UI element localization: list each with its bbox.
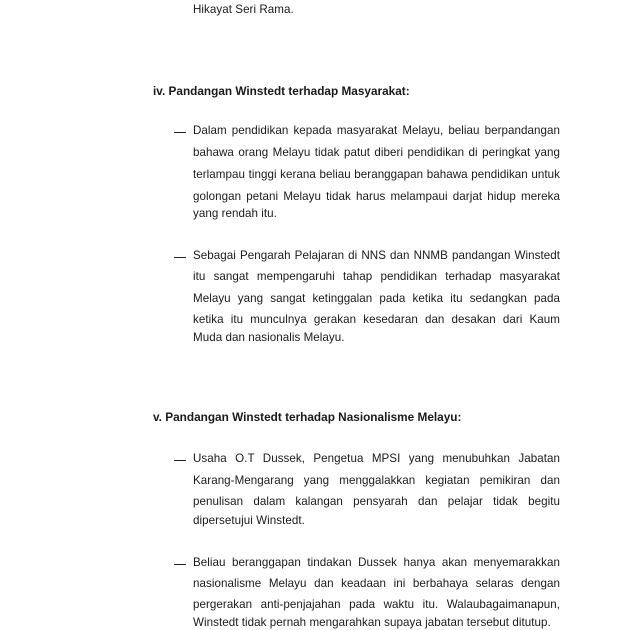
- paragraph-line: golongan petani Melayu tidak harus melampaui darjat hidup mereka: [193, 190, 560, 203]
- paragraph-line: Karang-Mengarang yang menggalakkan kegiatan pemikiran dan: [193, 474, 560, 487]
- paragraph-line: Usaha O.T Dussek, Pengetua MPSI yang menubuhkan Jabatan: [193, 452, 560, 465]
- section-iv-heading: iv. Pandangan Winstedt terhadap Masyarakat:: [153, 84, 410, 98]
- paragraph-line: Beliau beranggapan tindakan Dussek hanya akan menyemarakkan: [193, 556, 560, 569]
- paragraph-line: penulisan dalam kalangan pensyarah dan pelajar tidak begitu: [193, 495, 560, 508]
- paragraph-line: Dalam pendidikan kepada masyarakat Melayu, beliau berpandangan: [193, 124, 560, 137]
- bullet-dash-icon: [174, 257, 186, 258]
- paragraph-line: Sebagai Pengarah Pelajaran di NNS dan NNMB pandangan Winstedt: [193, 249, 560, 262]
- paragraph-line: nasionalisme Melayu dan keadaan ini berbahaya selaras dengan: [193, 577, 560, 590]
- paragraph-line: Muda dan nasionalis Melayu.: [193, 331, 345, 344]
- paragraph-line: bahawa orang Melayu tidak patut diberi pendidikan di peringkat yang: [193, 146, 560, 159]
- bullet-dash-icon: [174, 564, 186, 565]
- top-fragment-text: Hikayat Seri Rama.: [193, 3, 294, 16]
- paragraph-line: Winstedt tidak pernah mengarahkan supaya jabatan tersebut ditutup.: [193, 616, 551, 629]
- paragraph-line: dipersetujui Winstedt.: [193, 514, 305, 527]
- bullet-dash-icon: [174, 460, 186, 461]
- section-v-heading: v. Pandangan Winstedt terhadap Nasionalisme Melayu:: [153, 410, 462, 424]
- paragraph-line: Melayu yang sangat ketinggalan pada ketika itu sedangkan pada: [193, 292, 560, 305]
- bullet-dash-icon: [174, 132, 186, 133]
- paragraph-line: itu sangat mempengaruhi tahap pendidikan terhadap masyarakat: [193, 270, 560, 283]
- paragraph-line: ketika itu munculnya gerakan kesedaran dan desakan dari Kaum: [193, 313, 560, 326]
- paragraph-line: yang rendah itu.: [193, 207, 277, 220]
- paragraph-line: pergerakan anti-penjajahan pada waktu itu. Walaubagaimanapun,: [193, 598, 560, 611]
- paragraph-line: terlampau tinggi kerana beliau beranggapan bahawa pendidikan untuk: [193, 168, 560, 181]
